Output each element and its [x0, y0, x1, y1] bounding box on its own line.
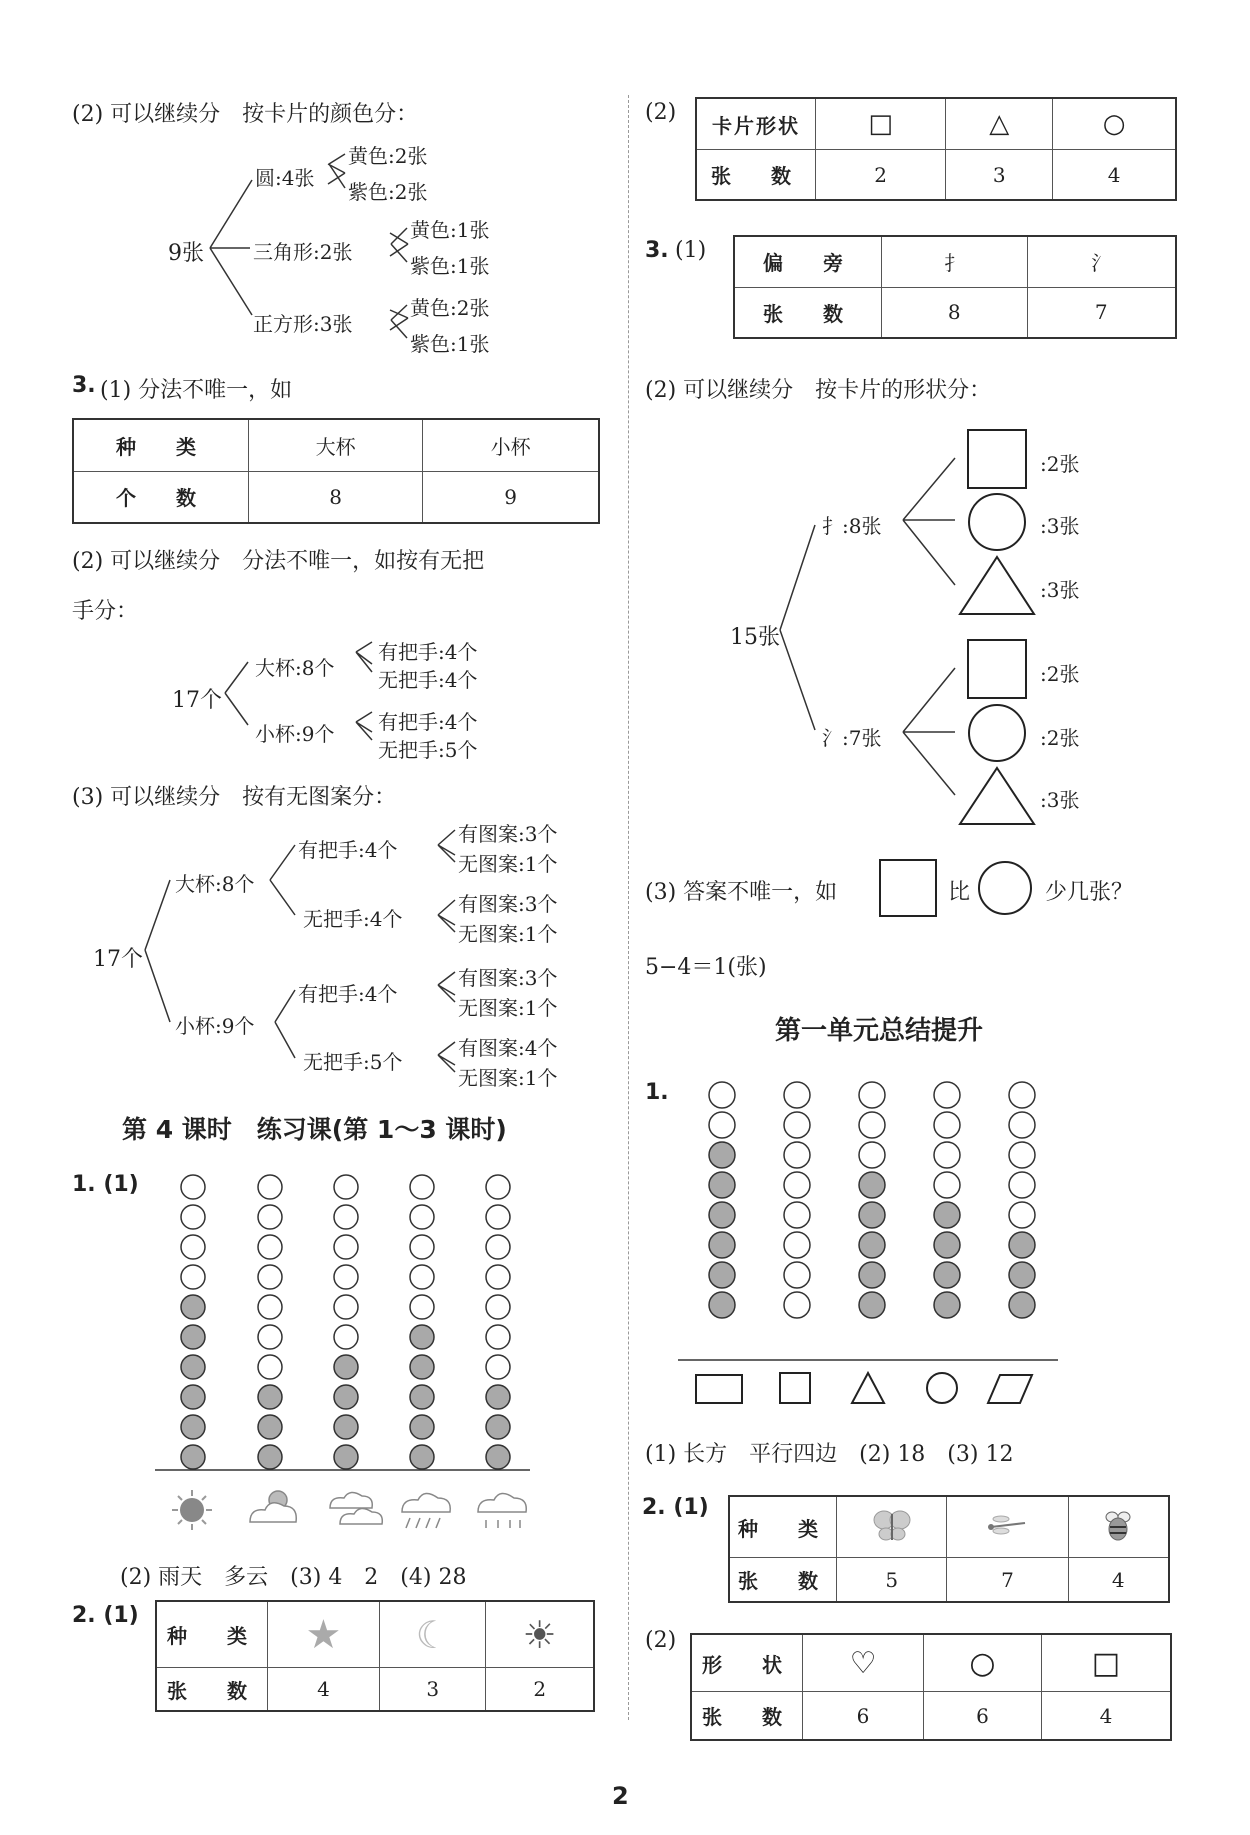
q3-number: 3. [72, 373, 96, 398]
empty-circle [410, 1295, 434, 1319]
tree3-root: 17个 [93, 947, 143, 972]
q3-part1: (1) 分法不唯一，如 [100, 378, 293, 403]
tree3-leaf: 有图案:4个 [458, 1036, 558, 1060]
empty-circle [181, 1235, 205, 1259]
empty-circle [1009, 1142, 1035, 1168]
filled-circle [859, 1202, 885, 1228]
table-cell: 4 [1053, 150, 1176, 200]
empty-circle [1009, 1172, 1035, 1198]
unit-summary-title: 第一单元总结提升 [775, 1016, 984, 1046]
tree4-leaf: :3张 [1040, 788, 1080, 812]
table-cell: 3 [379, 1668, 486, 1711]
lesson4-table [155, 1600, 595, 1712]
tree3-leaf: 无图案:1个 [458, 996, 558, 1020]
table-cell: 2 [486, 1668, 594, 1711]
table-cell: 8 [249, 471, 423, 523]
empty-circle [709, 1082, 735, 1108]
dragonfly-icon [947, 1496, 1068, 1558]
filled-circle [1009, 1262, 1035, 1288]
empty-circle [258, 1265, 282, 1289]
filled-circle [181, 1385, 205, 1409]
empty-circle [334, 1265, 358, 1289]
right-q3-part1: (1) [675, 238, 707, 263]
moon-icon: ☾ [379, 1601, 486, 1668]
empty-circle [181, 1205, 205, 1229]
tree2-branch: 大杯:8个 [255, 656, 335, 680]
q3-part3: (3) 可以继续分 按有无图案分： [72, 785, 397, 810]
empty-circle [181, 1175, 205, 1199]
filled-circle [181, 1325, 205, 1349]
tree4-leaf: :2张 [1040, 662, 1080, 686]
sun-icon: ☀ [486, 1601, 594, 1668]
filled-circle [859, 1292, 885, 1318]
filled-circle [334, 1355, 358, 1379]
filled-circle [258, 1445, 282, 1469]
card-shape-table [695, 97, 1177, 201]
empty-circle [258, 1325, 282, 1349]
table-header: 偏 旁 [734, 236, 882, 287]
empty-circle [258, 1205, 282, 1229]
right-q3-part3-suffix: 少几张？ [1045, 880, 1134, 905]
unit-summary-circle-chart [709, 1082, 1035, 1318]
table-cell: 大杯 [249, 419, 423, 471]
tree1-leaf: 黄色:2张 [348, 144, 428, 168]
lesson4-circle-chart [181, 1175, 510, 1469]
filled-circle [334, 1385, 358, 1409]
star-icon: ★ [268, 1601, 380, 1668]
filled-circle [1009, 1292, 1035, 1318]
butterfly-icon [837, 1496, 947, 1558]
cups-table [72, 418, 600, 524]
tree1-leaf: 紫色:2张 [348, 180, 428, 204]
shape-count-table [690, 1633, 1172, 1741]
empty-circle [334, 1295, 358, 1319]
tree2-root: 17个 [172, 688, 222, 713]
filled-circle [258, 1415, 282, 1439]
table-cell: 7 [1027, 287, 1176, 338]
table-cell: 7 [947, 1558, 1068, 1602]
empty-circle [486, 1295, 510, 1319]
empty-circle [709, 1112, 735, 1138]
table-header: 种 类 [156, 1601, 268, 1668]
filled-circle [859, 1172, 885, 1198]
table-cell: 扌 [882, 236, 1028, 287]
table-header: 张 数 [696, 150, 816, 200]
tree1-branch: 三角形:2张 [253, 240, 353, 264]
page-number: 2 [612, 1782, 629, 1810]
empty-circle [486, 1265, 510, 1289]
tree1-leaf: 紫色:1张 [410, 254, 490, 278]
empty-circle [258, 1295, 282, 1319]
empty-circle [934, 1112, 960, 1138]
snow-icon [478, 1493, 526, 1528]
filled-circle [709, 1232, 735, 1258]
filled-circle [334, 1415, 358, 1439]
tree4-branch: 扌:8张 [822, 514, 882, 538]
tree2-branch: 小杯:9个 [255, 722, 335, 746]
filled-circle [334, 1445, 358, 1469]
table-header: 种 类 [729, 1496, 837, 1558]
empty-circle [784, 1172, 810, 1198]
tree1-leaf: 黄色:1张 [410, 218, 490, 242]
filled-circle [859, 1262, 885, 1288]
tree3-branch: 大杯:8个 [175, 872, 255, 896]
filled-circle [859, 1232, 885, 1258]
filled-circle [934, 1262, 960, 1288]
tree4-leaf: :2张 [1040, 726, 1080, 750]
empty-circle [784, 1082, 810, 1108]
empty-circle [784, 1202, 810, 1228]
empty-circle [784, 1112, 810, 1138]
empty-circle [934, 1142, 960, 1168]
right-q3-part3-mid: 比 [948, 880, 971, 905]
tree3-sub: 有把手:4个 [298, 982, 398, 1006]
lesson4-title: 第 4 课时 练习课(第 1～3 课时) [122, 1115, 507, 1144]
empty-circle [410, 1205, 434, 1229]
table-header: 张 数 [729, 1558, 837, 1602]
filled-circle [410, 1415, 434, 1439]
radical-table [733, 235, 1177, 339]
empty-circle [784, 1142, 810, 1168]
empty-circle [784, 1262, 810, 1288]
empty-circle [258, 1235, 282, 1259]
filled-circle [486, 1445, 510, 1469]
table-cell: 氵 [1027, 236, 1176, 287]
empty-circle [410, 1265, 434, 1289]
filled-circle [181, 1445, 205, 1469]
filled-circle [181, 1415, 205, 1439]
unit-summary-answers: (1) 长方 平行四边 (2) 18 (3) 12 [645, 1442, 1014, 1467]
q3-part2-line1: (2) 可以继续分 分法不唯一，如按有无把 [72, 549, 485, 574]
square-icon: □ [1041, 1634, 1171, 1692]
empty-circle [1009, 1082, 1035, 1108]
tree3-sub: 无把手:4个 [303, 907, 403, 931]
empty-circle [486, 1175, 510, 1199]
empty-circle [258, 1355, 282, 1379]
triangle-icon: △ [946, 98, 1053, 150]
tree1-root: 9张 [168, 241, 204, 266]
unit-summary-q2-2-label: (2) [645, 1628, 677, 1653]
tree3-leaf: 有图案:3个 [458, 966, 558, 990]
tree2-leaf: 有把手:4个 [378, 640, 478, 664]
unit-summary-q2-label: 2. (1) [642, 1495, 709, 1520]
filled-circle [709, 1142, 735, 1168]
empty-circle [334, 1205, 358, 1229]
tree1-leaf: 紫色:1张 [410, 332, 490, 356]
filled-circle [410, 1325, 434, 1349]
filled-circle [181, 1355, 205, 1379]
rain-icon [402, 1493, 450, 1528]
heart-icon: ♡ [803, 1634, 924, 1692]
table-header: 张 数 [156, 1668, 268, 1711]
tree3-leaf: 无图案:1个 [458, 1066, 558, 1090]
tree2-leaf: 无把手:5个 [378, 738, 478, 762]
filled-circle [709, 1292, 735, 1318]
circle-icon: ○ [1053, 98, 1176, 150]
empty-circle [1009, 1112, 1035, 1138]
tree3-leaf: 有图案:3个 [458, 822, 558, 846]
empty-circle [486, 1325, 510, 1349]
right-q3-part2: (2) 可以继续分 按卡片的形状分： [645, 378, 992, 403]
q3-part2-line2: 手分： [72, 599, 139, 624]
right-q3-equation: 5−4＝1(张) [645, 955, 767, 980]
empty-circle [934, 1172, 960, 1198]
table-header: 形 状 [691, 1634, 803, 1692]
filled-circle [258, 1385, 282, 1409]
square-icon: □ [816, 98, 946, 150]
right-q3-number: 3. [645, 238, 669, 263]
filled-circle [934, 1232, 960, 1258]
sun-icon [172, 1490, 212, 1530]
circle-icon: ○ [924, 1634, 1042, 1692]
empty-circle [784, 1232, 810, 1258]
table-cell: 5 [837, 1558, 947, 1602]
filled-circle [934, 1202, 960, 1228]
table-header: 张 数 [691, 1692, 803, 1740]
table-header: 张 数 [734, 287, 882, 338]
table-cell: 3 [946, 150, 1053, 200]
filled-circle [709, 1262, 735, 1288]
table-cell: 9 [423, 471, 599, 523]
empty-circle [181, 1265, 205, 1289]
tree4-root: 15张 [730, 625, 780, 650]
insect-table [728, 1495, 1170, 1603]
filled-circle [410, 1385, 434, 1409]
empty-circle [410, 1235, 434, 1259]
empty-circle [334, 1175, 358, 1199]
table-cell: 4 [268, 1668, 380, 1711]
tree4-branch: 氵:7张 [822, 726, 882, 750]
table-cell: 6 [924, 1692, 1042, 1740]
empty-circle [934, 1082, 960, 1108]
tree4-leaf: :2张 [1040, 452, 1080, 476]
empty-circle [1009, 1202, 1035, 1228]
right-q2-label: (2) [645, 100, 677, 125]
right-q3-part3-prefix: (3) 答案不唯一，如 [645, 880, 838, 905]
tree3-leaf: 有图案:3个 [458, 892, 558, 916]
filled-circle [410, 1445, 434, 1469]
tree2-leaf: 有把手:4个 [378, 710, 478, 734]
weather-icons [172, 1490, 526, 1530]
empty-circle [486, 1235, 510, 1259]
filled-circle [410, 1355, 434, 1379]
empty-circle [784, 1292, 810, 1318]
lesson4-q2-label: 2. (1) [72, 1603, 139, 1628]
empty-circle [859, 1112, 885, 1138]
empty-circle [334, 1325, 358, 1349]
unit-summary-q1-label: 1. [645, 1080, 669, 1105]
table-cell: 2 [816, 150, 946, 200]
filled-circle [486, 1415, 510, 1439]
table-cell: 6 [803, 1692, 924, 1740]
table-cell: 4 [1068, 1558, 1169, 1602]
filled-circle [934, 1292, 960, 1318]
filled-circle [709, 1202, 735, 1228]
partly-cloudy-icon [250, 1491, 296, 1522]
lesson4-answers: (2) 雨天 多云 (3) 4 2 (4) 28 [120, 1565, 467, 1590]
empty-circle [410, 1175, 434, 1199]
empty-circle [486, 1205, 510, 1229]
tree3-leaf: 无图案:1个 [458, 852, 558, 876]
tree1-branch: 圆:4张 [255, 166, 315, 190]
filled-circle [1009, 1232, 1035, 1258]
empty-circle [859, 1082, 885, 1108]
tree1-leaf: 黄色:2张 [410, 296, 490, 320]
q2-2-intro: (2) 可以继续分 按卡片的颜色分： [72, 102, 419, 127]
tree4-leaf: :3张 [1040, 578, 1080, 602]
tree1-branch: 正方形:3张 [253, 312, 353, 336]
tree2-leaf: 无把手:4个 [378, 668, 478, 692]
filled-circle [486, 1385, 510, 1409]
tree3-branch: 小杯:9个 [175, 1014, 255, 1038]
table-header: 个 数 [73, 471, 249, 523]
cloudy-icon [330, 1492, 382, 1524]
tree3-leaf: 无图案:1个 [458, 922, 558, 946]
bee-icon [1068, 1496, 1169, 1558]
filled-circle [181, 1295, 205, 1319]
table-header: 种 类 [73, 419, 249, 471]
tree3-sub: 有把手:4个 [298, 838, 398, 862]
table-cell: 8 [882, 287, 1028, 338]
tree3-sub: 无把手:5个 [303, 1050, 403, 1074]
tree4-leaf: :3张 [1040, 514, 1080, 538]
empty-circle [334, 1235, 358, 1259]
table-header: 卡片形状 [696, 98, 816, 150]
empty-circle [486, 1355, 510, 1379]
empty-circle [258, 1175, 282, 1199]
lesson4-q1-label: 1. (1) [72, 1172, 139, 1197]
table-cell: 小杯 [423, 419, 599, 471]
table-cell: 4 [1041, 1692, 1171, 1740]
filled-circle [709, 1172, 735, 1198]
empty-circle [859, 1142, 885, 1168]
